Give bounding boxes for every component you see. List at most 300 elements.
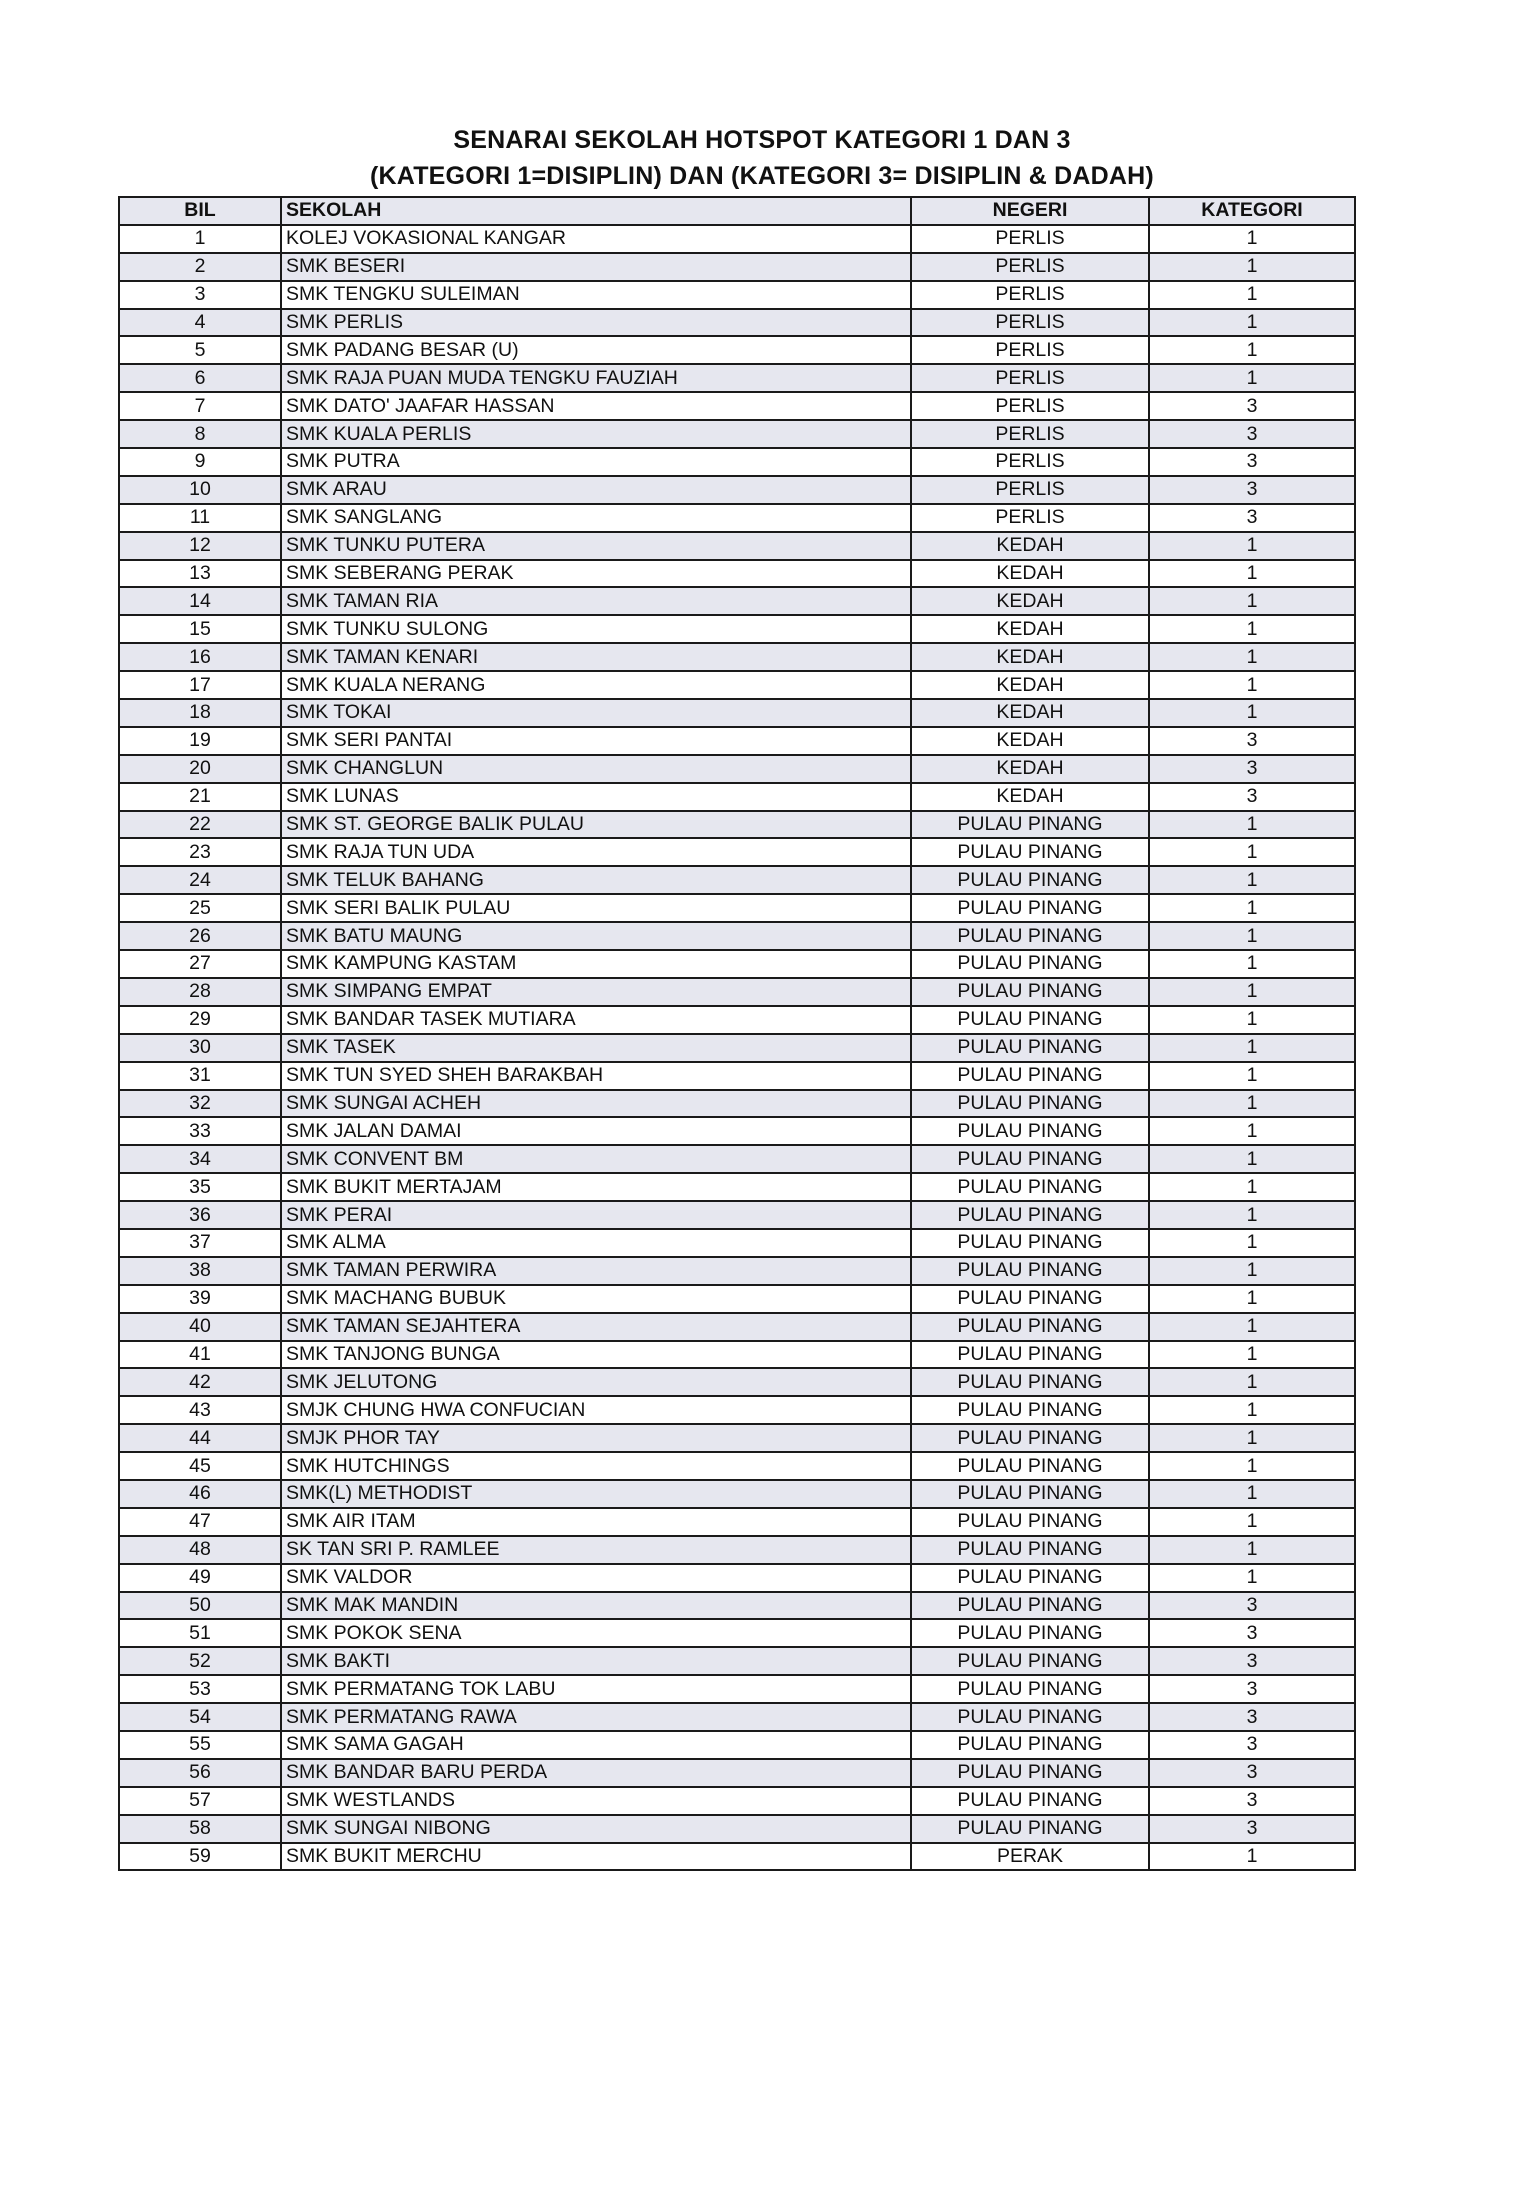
cell-bil: 33: [119, 1117, 281, 1145]
cell-bil: 4: [119, 309, 281, 337]
cell-kategori: 3: [1149, 1675, 1355, 1703]
cell-kategori: 3: [1149, 755, 1355, 783]
cell-bil: 7: [119, 392, 281, 420]
cell-kategori: 1: [1149, 1564, 1355, 1592]
cell-bil: 18: [119, 699, 281, 727]
cell-kategori: 1: [1149, 699, 1355, 727]
cell-negeri: PULAU PINANG: [911, 1006, 1149, 1034]
cell-sekolah: SMK PERAI: [281, 1201, 911, 1229]
cell-sekolah: SK TAN SRI P. RAMLEE: [281, 1536, 911, 1564]
table-row: [119, 1759, 1355, 1787]
cell-negeri: PULAU PINANG: [911, 1117, 1149, 1145]
cell-kategori: 1: [1149, 1062, 1355, 1090]
cell-bil: 26: [119, 922, 281, 950]
table-row: [119, 1006, 1355, 1034]
cell-sekolah: SMK MAK MANDIN: [281, 1592, 911, 1620]
cell-negeri: KEDAH: [911, 532, 1149, 560]
table-row: [119, 1508, 1355, 1536]
cell-negeri: PERLIS: [911, 281, 1149, 309]
cell-sekolah: SMK CONVENT BM: [281, 1145, 911, 1173]
table-row: [119, 755, 1355, 783]
cell-negeri: PULAU PINANG: [911, 1090, 1149, 1118]
cell-negeri: PULAU PINANG: [911, 1229, 1149, 1257]
cell-negeri: PERLIS: [911, 253, 1149, 281]
cell-sekolah: SMK PERMATANG RAWA: [281, 1703, 911, 1731]
table-row: [119, 978, 1355, 1006]
cell-negeri: KEDAH: [911, 727, 1149, 755]
cell-bil: 21: [119, 783, 281, 811]
cell-kategori: 3: [1149, 1647, 1355, 1675]
cell-sekolah: SMK BESERI: [281, 253, 911, 281]
table-row: [119, 615, 1355, 643]
cell-kategori: 3: [1149, 420, 1355, 448]
cell-sekolah: SMK RAJA TUN UDA: [281, 838, 911, 866]
cell-negeri: PERLIS: [911, 448, 1149, 476]
cell-kategori: 3: [1149, 1815, 1355, 1843]
cell-bil: 31: [119, 1062, 281, 1090]
table-row: [119, 1452, 1355, 1480]
cell-sekolah: SMK SERI PANTAI: [281, 727, 911, 755]
cell-sekolah: SMK TASEK: [281, 1034, 911, 1062]
cell-sekolah: SMK TAMAN PERWIRA: [281, 1257, 911, 1285]
cell-bil: 8: [119, 420, 281, 448]
cell-bil: 57: [119, 1787, 281, 1815]
cell-negeri: PULAU PINANG: [911, 1062, 1149, 1090]
cell-bil: 30: [119, 1034, 281, 1062]
cell-bil: 37: [119, 1229, 281, 1257]
cell-kategori: 1: [1149, 1424, 1355, 1452]
table-row: [119, 1090, 1355, 1118]
cell-kategori: 1: [1149, 532, 1355, 560]
cell-kategori: 3: [1149, 504, 1355, 532]
table-row: [119, 420, 1355, 448]
cell-negeri: PULAU PINANG: [911, 1675, 1149, 1703]
cell-negeri: PERLIS: [911, 504, 1149, 532]
table-row: [119, 1592, 1355, 1620]
cell-bil: 22: [119, 811, 281, 839]
cell-kategori: 1: [1149, 225, 1355, 253]
cell-negeri: PULAU PINANG: [911, 1731, 1149, 1759]
table-row: [119, 1313, 1355, 1341]
cell-negeri: PULAU PINANG: [911, 1647, 1149, 1675]
cell-kategori: 1: [1149, 615, 1355, 643]
cell-sekolah: SMK JELUTONG: [281, 1368, 911, 1396]
table-row: [119, 922, 1355, 950]
cell-kategori: 1: [1149, 309, 1355, 337]
table-row: [119, 1424, 1355, 1452]
cell-sekolah: SMK TUN SYED SHEH BARAKBAH: [281, 1062, 911, 1090]
cell-negeri: PULAU PINANG: [911, 1201, 1149, 1229]
cell-bil: 34: [119, 1145, 281, 1173]
header-negeri: NEGERI: [911, 197, 1149, 225]
cell-sekolah: SMK MACHANG BUBUK: [281, 1285, 911, 1313]
cell-bil: 40: [119, 1313, 281, 1341]
cell-kategori: 1: [1149, 1034, 1355, 1062]
table-row: [119, 448, 1355, 476]
cell-sekolah: SMK ARAU: [281, 476, 911, 504]
cell-kategori: 1: [1149, 1508, 1355, 1536]
cell-kategori: 1: [1149, 978, 1355, 1006]
cell-kategori: 3: [1149, 1787, 1355, 1815]
cell-kategori: 3: [1149, 1703, 1355, 1731]
cell-bil: 42: [119, 1368, 281, 1396]
cell-sekolah: KOLEJ VOKASIONAL KANGAR: [281, 225, 911, 253]
cell-kategori: 1: [1149, 1452, 1355, 1480]
table-row: [119, 1034, 1355, 1062]
cell-kategori: 1: [1149, 560, 1355, 588]
cell-bil: 16: [119, 643, 281, 671]
cell-sekolah: SMK KAMPUNG KASTAM: [281, 950, 911, 978]
cell-bil: 52: [119, 1647, 281, 1675]
cell-negeri: PULAU PINANG: [911, 1341, 1149, 1369]
cell-sekolah: SMK KUALA PERLIS: [281, 420, 911, 448]
cell-kategori: 1: [1149, 1285, 1355, 1313]
cell-bil: 10: [119, 476, 281, 504]
cell-sekolah: SMJK CHUNG HWA CONFUCIAN: [281, 1396, 911, 1424]
table-row: [119, 1675, 1355, 1703]
cell-kategori: 1: [1149, 922, 1355, 950]
cell-sekolah: SMK HUTCHINGS: [281, 1452, 911, 1480]
cell-bil: 35: [119, 1173, 281, 1201]
cell-sekolah: SMK TELUK BAHANG: [281, 866, 911, 894]
cell-kategori: 3: [1149, 1759, 1355, 1787]
cell-negeri: PULAU PINANG: [911, 1480, 1149, 1508]
table-body: [119, 225, 1355, 1871]
cell-negeri: PULAU PINANG: [911, 894, 1149, 922]
cell-negeri: KEDAH: [911, 755, 1149, 783]
cell-sekolah: SMK PADANG BESAR (U): [281, 336, 911, 364]
cell-kategori: 1: [1149, 1341, 1355, 1369]
cell-sekolah: SMK PERLIS: [281, 309, 911, 337]
cell-bil: 2: [119, 253, 281, 281]
cell-bil: 28: [119, 978, 281, 1006]
table-row: [119, 866, 1355, 894]
cell-bil: 50: [119, 1592, 281, 1620]
document-title: SENARAI SEKOLAH HOTSPOT KATEGORI 1 DAN 3: [453, 126, 1071, 154]
cell-negeri: PULAU PINANG: [911, 1257, 1149, 1285]
cell-bil: 51: [119, 1619, 281, 1647]
cell-negeri: PERLIS: [911, 336, 1149, 364]
cell-sekolah: SMK VALDOR: [281, 1564, 911, 1592]
cell-negeri: PULAU PINANG: [911, 1703, 1149, 1731]
cell-negeri: PERLIS: [911, 364, 1149, 392]
table-row: [119, 1619, 1355, 1647]
cell-bil: 36: [119, 1201, 281, 1229]
cell-bil: 9: [119, 448, 281, 476]
cell-bil: 59: [119, 1843, 281, 1871]
table-row: [119, 950, 1355, 978]
cell-kategori: 1: [1149, 1396, 1355, 1424]
cell-sekolah: SMK BUKIT MERCHU: [281, 1843, 911, 1871]
cell-bil: 13: [119, 560, 281, 588]
cell-negeri: PULAU PINANG: [911, 1564, 1149, 1592]
cell-bil: 11: [119, 504, 281, 532]
table-row: [119, 281, 1355, 309]
cell-bil: 46: [119, 1480, 281, 1508]
cell-kategori: 1: [1149, 811, 1355, 839]
cell-sekolah: SMK TANJONG BUNGA: [281, 1341, 911, 1369]
table-row: [119, 253, 1355, 281]
cell-negeri: PULAU PINANG: [911, 1424, 1149, 1452]
table-row: [119, 392, 1355, 420]
cell-negeri: PULAU PINANG: [911, 1508, 1149, 1536]
cell-bil: 3: [119, 281, 281, 309]
cell-negeri: PULAU PINANG: [911, 1285, 1149, 1313]
cell-bil: 47: [119, 1508, 281, 1536]
cell-bil: 12: [119, 532, 281, 560]
cell-negeri: PULAU PINANG: [911, 838, 1149, 866]
cell-negeri: PULAU PINANG: [911, 866, 1149, 894]
cell-bil: 45: [119, 1452, 281, 1480]
cell-sekolah: SMK TAMAN RIA: [281, 587, 911, 615]
cell-kategori: 3: [1149, 1592, 1355, 1620]
cell-bil: 15: [119, 615, 281, 643]
cell-bil: 20: [119, 755, 281, 783]
table-row: [119, 1731, 1355, 1759]
cell-kategori: 3: [1149, 727, 1355, 755]
cell-sekolah: SMK TAMAN SEJAHTERA: [281, 1313, 911, 1341]
table-row: [119, 1341, 1355, 1369]
cell-kategori: 1: [1149, 671, 1355, 699]
cell-kategori: 1: [1149, 1173, 1355, 1201]
table-header-row: [119, 197, 1355, 225]
cell-kategori: 1: [1149, 1006, 1355, 1034]
table-row: [119, 1815, 1355, 1843]
cell-negeri: PERLIS: [911, 476, 1149, 504]
cell-sekolah: SMK ALMA: [281, 1229, 911, 1257]
cell-negeri: KEDAH: [911, 699, 1149, 727]
table-row: [119, 336, 1355, 364]
cell-kategori: 1: [1149, 1368, 1355, 1396]
table-row: [119, 1145, 1355, 1173]
cell-sekolah: SMK TENGKU SULEIMAN: [281, 281, 911, 309]
cell-negeri: PULAU PINANG: [911, 811, 1149, 839]
cell-bil: 29: [119, 1006, 281, 1034]
document-subtitle: (KATEGORI 1=DISIPLIN) DAN (KATEGORI 3= DISIPLIN & DADAH): [370, 162, 1154, 190]
cell-negeri: PULAU PINANG: [911, 1313, 1149, 1341]
table-row: [119, 587, 1355, 615]
cell-kategori: 1: [1149, 253, 1355, 281]
school-table: [118, 196, 1356, 1871]
cell-kategori: 1: [1149, 643, 1355, 671]
table-row: [119, 225, 1355, 253]
table-row: [119, 894, 1355, 922]
table-row: [119, 727, 1355, 755]
cell-kategori: 1: [1149, 364, 1355, 392]
cell-negeri: KEDAH: [911, 560, 1149, 588]
cell-bil: 17: [119, 671, 281, 699]
cell-negeri: PULAU PINANG: [911, 922, 1149, 950]
cell-negeri: PERLIS: [911, 392, 1149, 420]
table-row: [119, 1062, 1355, 1090]
cell-kategori: 1: [1149, 587, 1355, 615]
cell-sekolah: SMK RAJA PUAN MUDA TENGKU FAUZIAH: [281, 364, 911, 392]
cell-bil: 14: [119, 587, 281, 615]
cell-bil: 24: [119, 866, 281, 894]
cell-negeri: PULAU PINANG: [911, 1815, 1149, 1843]
cell-sekolah: SMK CHANGLUN: [281, 755, 911, 783]
cell-sekolah: SMK WESTLANDS: [281, 1787, 911, 1815]
cell-kategori: 3: [1149, 1731, 1355, 1759]
cell-negeri: PULAU PINANG: [911, 950, 1149, 978]
table-row: [119, 532, 1355, 560]
table-row: [119, 309, 1355, 337]
cell-kategori: 1: [1149, 1843, 1355, 1871]
cell-bil: 55: [119, 1731, 281, 1759]
cell-sekolah: SMK TAMAN KENARI: [281, 643, 911, 671]
table-row: [119, 643, 1355, 671]
cell-sekolah: SMK KUALA NERANG: [281, 671, 911, 699]
cell-negeri: KEDAH: [911, 587, 1149, 615]
cell-kategori: 1: [1149, 838, 1355, 866]
cell-bil: 27: [119, 950, 281, 978]
table-row: [119, 811, 1355, 839]
header-kategori: KATEGORI: [1149, 197, 1355, 225]
cell-bil: 53: [119, 1675, 281, 1703]
cell-kategori: 1: [1149, 894, 1355, 922]
cell-sekolah: SMK BATU MAUNG: [281, 922, 911, 950]
cell-negeri: PULAU PINANG: [911, 1619, 1149, 1647]
cell-negeri: PULAU PINANG: [911, 1396, 1149, 1424]
cell-sekolah: SMK TOKAI: [281, 699, 911, 727]
cell-sekolah: SMK BAKTI: [281, 1647, 911, 1675]
cell-sekolah: SMK LUNAS: [281, 783, 911, 811]
cell-sekolah: SMK PERMATANG TOK LABU: [281, 1675, 911, 1703]
table-row: [119, 1787, 1355, 1815]
cell-kategori: 1: [1149, 1480, 1355, 1508]
table-row: [119, 1173, 1355, 1201]
cell-sekolah: SMK SUNGAI ACHEH: [281, 1090, 911, 1118]
cell-bil: 6: [119, 364, 281, 392]
cell-sekolah: SMK AIR ITAM: [281, 1508, 911, 1536]
cell-sekolah: SMK BANDAR BARU PERDA: [281, 1759, 911, 1787]
table-row: [119, 671, 1355, 699]
cell-bil: 1: [119, 225, 281, 253]
cell-sekolah: SMK SANGLANG: [281, 504, 911, 532]
cell-kategori: 1: [1149, 1536, 1355, 1564]
cell-bil: 38: [119, 1257, 281, 1285]
cell-sekolah: SMK SAMA GAGAH: [281, 1731, 911, 1759]
cell-sekolah: SMK SERI BALIK PULAU: [281, 894, 911, 922]
cell-sekolah: SMK SIMPANG EMPAT: [281, 978, 911, 1006]
cell-bil: 23: [119, 838, 281, 866]
table-row: [119, 1647, 1355, 1675]
table-row: [119, 1843, 1355, 1871]
cell-bil: 32: [119, 1090, 281, 1118]
cell-negeri: PULAU PINANG: [911, 1536, 1149, 1564]
cell-bil: 43: [119, 1396, 281, 1424]
cell-sekolah: SMK POKOK SENA: [281, 1619, 911, 1647]
cell-sekolah: SMK DATO' JAAFAR HASSAN: [281, 392, 911, 420]
cell-sekolah: SMK TUNKU SULONG: [281, 615, 911, 643]
cell-sekolah: SMK SEBERANG PERAK: [281, 560, 911, 588]
cell-bil: 54: [119, 1703, 281, 1731]
table-row: [119, 1257, 1355, 1285]
cell-sekolah: SMK TUNKU PUTERA: [281, 532, 911, 560]
cell-negeri: PERLIS: [911, 420, 1149, 448]
cell-bil: 5: [119, 336, 281, 364]
header-sekolah: SEKOLAH: [281, 197, 911, 225]
cell-negeri: PULAU PINANG: [911, 978, 1149, 1006]
cell-negeri: PULAU PINANG: [911, 1145, 1149, 1173]
cell-bil: 49: [119, 1564, 281, 1592]
cell-kategori: 1: [1149, 281, 1355, 309]
cell-kategori: 1: [1149, 1313, 1355, 1341]
cell-sekolah: SMK ST. GEORGE BALIK PULAU: [281, 811, 911, 839]
cell-kategori: 3: [1149, 1619, 1355, 1647]
table-row: [119, 476, 1355, 504]
cell-negeri: KEDAH: [911, 783, 1149, 811]
cell-sekolah: SMK BUKIT MERTAJAM: [281, 1173, 911, 1201]
cell-kategori: 1: [1149, 866, 1355, 894]
table-row: [119, 699, 1355, 727]
table-row: [119, 838, 1355, 866]
cell-negeri: PERLIS: [911, 225, 1149, 253]
cell-kategori: 1: [1149, 336, 1355, 364]
cell-kategori: 3: [1149, 783, 1355, 811]
cell-kategori: 1: [1149, 950, 1355, 978]
cell-negeri: KEDAH: [911, 643, 1149, 671]
cell-kategori: 1: [1149, 1229, 1355, 1257]
table-row: [119, 1285, 1355, 1313]
cell-kategori: 1: [1149, 1257, 1355, 1285]
cell-kategori: 1: [1149, 1201, 1355, 1229]
cell-kategori: 3: [1149, 476, 1355, 504]
cell-bil: 39: [119, 1285, 281, 1313]
cell-negeri: PULAU PINANG: [911, 1173, 1149, 1201]
table-row: [119, 783, 1355, 811]
cell-sekolah: SMK JALAN DAMAI: [281, 1117, 911, 1145]
cell-bil: 56: [119, 1759, 281, 1787]
table-row: [119, 1536, 1355, 1564]
cell-kategori: 1: [1149, 1117, 1355, 1145]
table-row: [119, 1201, 1355, 1229]
table-row: [119, 1703, 1355, 1731]
cell-bil: 41: [119, 1341, 281, 1369]
table-row: [119, 1117, 1355, 1145]
cell-negeri: PULAU PINANG: [911, 1368, 1149, 1396]
table-row: [119, 1564, 1355, 1592]
cell-kategori: 3: [1149, 392, 1355, 420]
header-bil: BIL: [119, 197, 281, 225]
table-row: [119, 1480, 1355, 1508]
cell-sekolah: SMK PUTRA: [281, 448, 911, 476]
cell-negeri: PULAU PINANG: [911, 1034, 1149, 1062]
cell-bil: 44: [119, 1424, 281, 1452]
cell-sekolah: SMK BANDAR TASEK MUTIARA: [281, 1006, 911, 1034]
cell-sekolah: SMJK PHOR TAY: [281, 1424, 911, 1452]
cell-bil: 25: [119, 894, 281, 922]
table-row: [119, 560, 1355, 588]
table-row: [119, 1368, 1355, 1396]
cell-sekolah: SMK SUNGAI NIBONG: [281, 1815, 911, 1843]
cell-negeri: PULAU PINANG: [911, 1759, 1149, 1787]
table-row: [119, 1396, 1355, 1424]
cell-negeri: PERLIS: [911, 309, 1149, 337]
cell-bil: 48: [119, 1536, 281, 1564]
cell-negeri: PERAK: [911, 1843, 1149, 1871]
cell-sekolah: SMK(L) METHODIST: [281, 1480, 911, 1508]
cell-negeri: KEDAH: [911, 615, 1149, 643]
cell-bil: 58: [119, 1815, 281, 1843]
cell-negeri: PULAU PINANG: [911, 1787, 1149, 1815]
cell-negeri: PULAU PINANG: [911, 1452, 1149, 1480]
cell-negeri: KEDAH: [911, 671, 1149, 699]
table-row: [119, 1229, 1355, 1257]
table-row: [119, 504, 1355, 532]
table-row: [119, 364, 1355, 392]
cell-negeri: PULAU PINANG: [911, 1592, 1149, 1620]
